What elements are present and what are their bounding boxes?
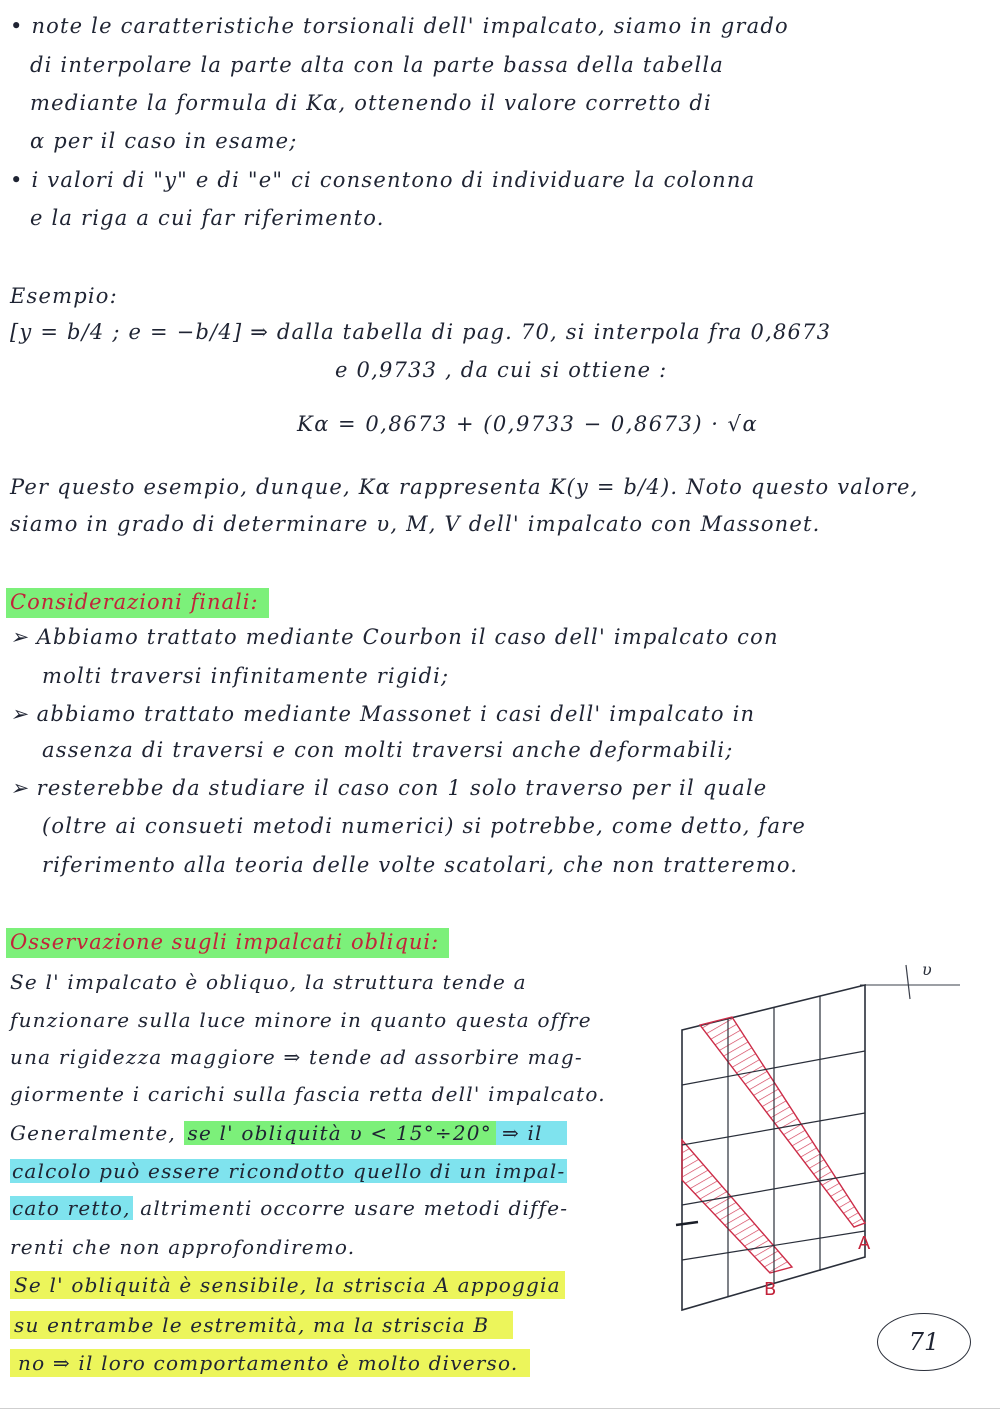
oblique-deck-figure (660, 955, 980, 1315)
final-line1: ➢ Abbiamo trattato mediante Courbon il caso dell' impalcato con (10, 625, 779, 649)
oblique-line2: funzionare sulla luce minore in quanto questa offre (10, 1008, 592, 1032)
oblique-line5 (10, 1121, 567, 1145)
bullet1-line4: α per il caso in esame; (30, 129, 298, 153)
oblique-line6-text: calcolo può essere ricondotto quello di un impal- (12, 1159, 566, 1183)
oblique-line7-start: cato retto, (12, 1196, 131, 1220)
final-considerations-title: Considerazioni finali: (6, 588, 269, 618)
angle-label: υ (922, 960, 932, 979)
final-line4: assenza di traversi e con molti traversi anche deformabili; (42, 738, 734, 762)
bullet2-line1: • i valori di "y" e di "e" ci consentono di individuare la colonna (10, 168, 756, 192)
final-line3: ➢ abbiamo trattato mediante Massonet i casi dell' impalcato in (10, 702, 756, 726)
page-number: 71 (877, 1313, 971, 1371)
oblique-line6 (10, 1159, 567, 1183)
oblique-line11 (10, 1351, 530, 1375)
final-line7: riferimento alla teoria delle volte scatolari, che non tratteremo. (42, 853, 799, 877)
bottom-rule (0, 1408, 1000, 1409)
example-line1: [y = b/4 ; e = −b/4] ⇒ dalla tabella di pag. 70, si interpola fra 0,8673 (10, 320, 832, 344)
obliquity-condition: se l' obliquità υ < 15°÷20° (184, 1121, 496, 1145)
oblique-line7 (10, 1196, 568, 1220)
oblique-line7-end: altrimenti occorre usare metodi diffe- (140, 1196, 569, 1220)
example-line2: e 0,9733 , da cui si ottiene : (335, 358, 668, 382)
oblique-title: Osservazione sugli impalcati obliqui: (6, 928, 449, 958)
final-line6: (oltre ai consueti metodi numerici) si potrebbe, come detto, fare (42, 814, 807, 838)
bullet2-line2: e la riga a cui far riferimento. (30, 206, 385, 230)
example-after1: Per questo esempio, dunque, Kα rappresenta K(y = b/4). Noto questo valore, (10, 475, 919, 499)
final-line2: molti traversi infinitamente rigidi; (42, 664, 450, 688)
example-label: Esempio: (10, 284, 118, 308)
label-B: B (764, 1279, 777, 1300)
oblique-line9 (10, 1273, 565, 1297)
example-after2: siamo in grado di determinare υ, M, V dell' impalcato con Massonet. (10, 512, 821, 536)
oblique-line11-text: no ⇒ il loro comportamento è molto diverso. (10, 1349, 530, 1377)
oblique-line10 (10, 1313, 513, 1337)
strip-B (682, 1140, 792, 1273)
label-A: A (858, 1233, 871, 1254)
bullet1-line2: di interpolare la parte alta con la parte bassa della tabella (30, 53, 725, 77)
bullet1-line1: • note le caratteristiche torsionali dell' impalcato, siamo in grado (10, 14, 789, 38)
oblique-line8: renti che non approfondiremo. (10, 1235, 356, 1259)
bullet1-line3: mediante la formula di Kα, ottenendo il valore corretto di (30, 91, 712, 115)
oblique-line1: Se l' impalcato è obliquo, la struttura tende a (10, 970, 527, 994)
oblique-line3: una rigidezza maggiore ⇒ tende ad assorbire mag- (10, 1045, 583, 1069)
example-formula: Kα = 0,8673 + (0,9733 − 0,8673) · √α (297, 412, 759, 436)
support-tick (676, 1222, 698, 1225)
angle-marker (906, 965, 910, 999)
final-line5: ➢ resterebbe da studiare il caso con 1 solo traverso per il quale (10, 776, 768, 800)
oblique-line5-end: ⇒ il (496, 1121, 567, 1145)
oblique-line10-text: su entrambe le estremità, ma la striscia B (10, 1311, 513, 1339)
oblique-line9-text: Se l' obliquità è sensibile, la striscia A appoggia (10, 1271, 565, 1299)
oblique-line4: giormente i carichi sulla fascia retta dell' impalcato. (10, 1082, 606, 1106)
oblique-line5-start: Generalmente, (10, 1121, 176, 1145)
